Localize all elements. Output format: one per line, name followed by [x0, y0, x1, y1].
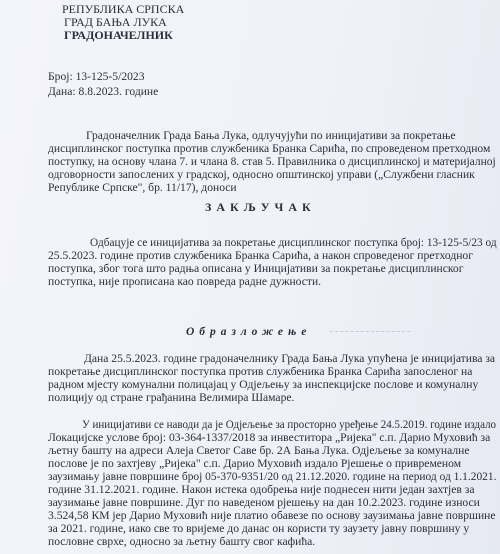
- header-city: ГРАД БАЊА ЛУКА: [64, 15, 167, 29]
- paragraph-line: године 31.12.2021. године. Након истека одобрења није поднесен нити један захтјев за: [48, 483, 475, 496]
- paragraph-line: 3.524,58 КМ јер Дарио Муховић није платио обавезе по основу заузимања јавне површине: [48, 509, 496, 522]
- paragraph-line: за 2021. године, иако све то вријеме до данас он користи ту заузету јавну површину у: [48, 522, 470, 535]
- intro-line: дисциплинског поступка против службеника Бранка Сарића, по спроведеном претходном: [48, 142, 491, 155]
- decision-line: поступка, није прописана као повреда радне дужности.: [48, 275, 322, 288]
- paragraph-line: покретање дисциплинског поступка против службеника Бранка Сарића запосленог на: [48, 365, 473, 378]
- decision-line: поступка, због тога што радња описана у Иницијативи за покретање дисциплинског: [48, 262, 464, 275]
- paragraph-line: Дана 25.5.2023. године градоначелнику Града Бања Лука упућена је иницијатива за: [84, 352, 496, 365]
- decision-title: ЗАКЉУЧАК: [205, 200, 316, 214]
- intro-line: поступку, на основу члана 7. и члана 8. став 5. Правилника о дисциплинској и материјалној: [48, 155, 496, 168]
- paragraph-line: послове је по захтјеву „Ријека" с.п. Дарио Муховић издало Рјешење о привременом: [48, 457, 462, 470]
- paragraph-line: Локацијске услове број: 03-364-1337/2018 за инвеститора „Ријека" с.п. Дарио Муховић за: [48, 431, 491, 444]
- paragraph-line: полицију од стране грађанина Велимира Шамаре.: [48, 391, 295, 404]
- header-republic: РЕПУБЛИКА СРПСКА: [62, 2, 185, 16]
- paragraph-line: пословне сврхе, односно за љетну башту свог кафића.: [48, 535, 316, 548]
- intro-line: одговорности запослених у градској, односно општинској управи („Службени гласник: [48, 168, 475, 181]
- reasoning-title: Образложење: [186, 326, 312, 338]
- decision-line: Одбацује се иницијатива за покретање дисциплинског поступка број: 13-125-5/23 од: [90, 236, 497, 249]
- header-office: ГРАДОНАЧЕЛНИК: [64, 28, 173, 42]
- paragraph-line: У иницијативи се наводи да је Одјељење за просторно уређење 24.5.2019. године издало: [82, 418, 497, 431]
- document-date: Дана: 8.8.2023. године: [48, 85, 159, 98]
- intro-line: Градоначелник Града Бања Лука, одлучујући по иницијативи за покретање: [86, 129, 456, 142]
- paragraph-line: заузимању јавне површине број 05-370-9351/20 од 21.12.2020. године на период од 1.1.2021.: [48, 470, 497, 483]
- paragraph-line: љетну башту на адреси Алеја Светог Саве бр. 2А Бања Лука. Одјељење за комуналне: [48, 444, 470, 457]
- decision-line: 25.5.2023. године против службеника Бранка Сарића, а након спроведеног претходног: [48, 249, 473, 262]
- divider-line: [330, 331, 410, 332]
- document-number: Број: 13-125-5/2023: [48, 70, 145, 83]
- intro-line: Републике Српске", бр. 11/17), доноси: [48, 181, 237, 194]
- paragraph-line: радном мјесту комунални полицајац у Одјељењу за инспекцијске послове и комуналну: [48, 378, 479, 391]
- paragraph-line: заузимање јавне површине. Дуг по наведеном рјешењу на дан 10.2.2023. године износи: [48, 496, 480, 509]
